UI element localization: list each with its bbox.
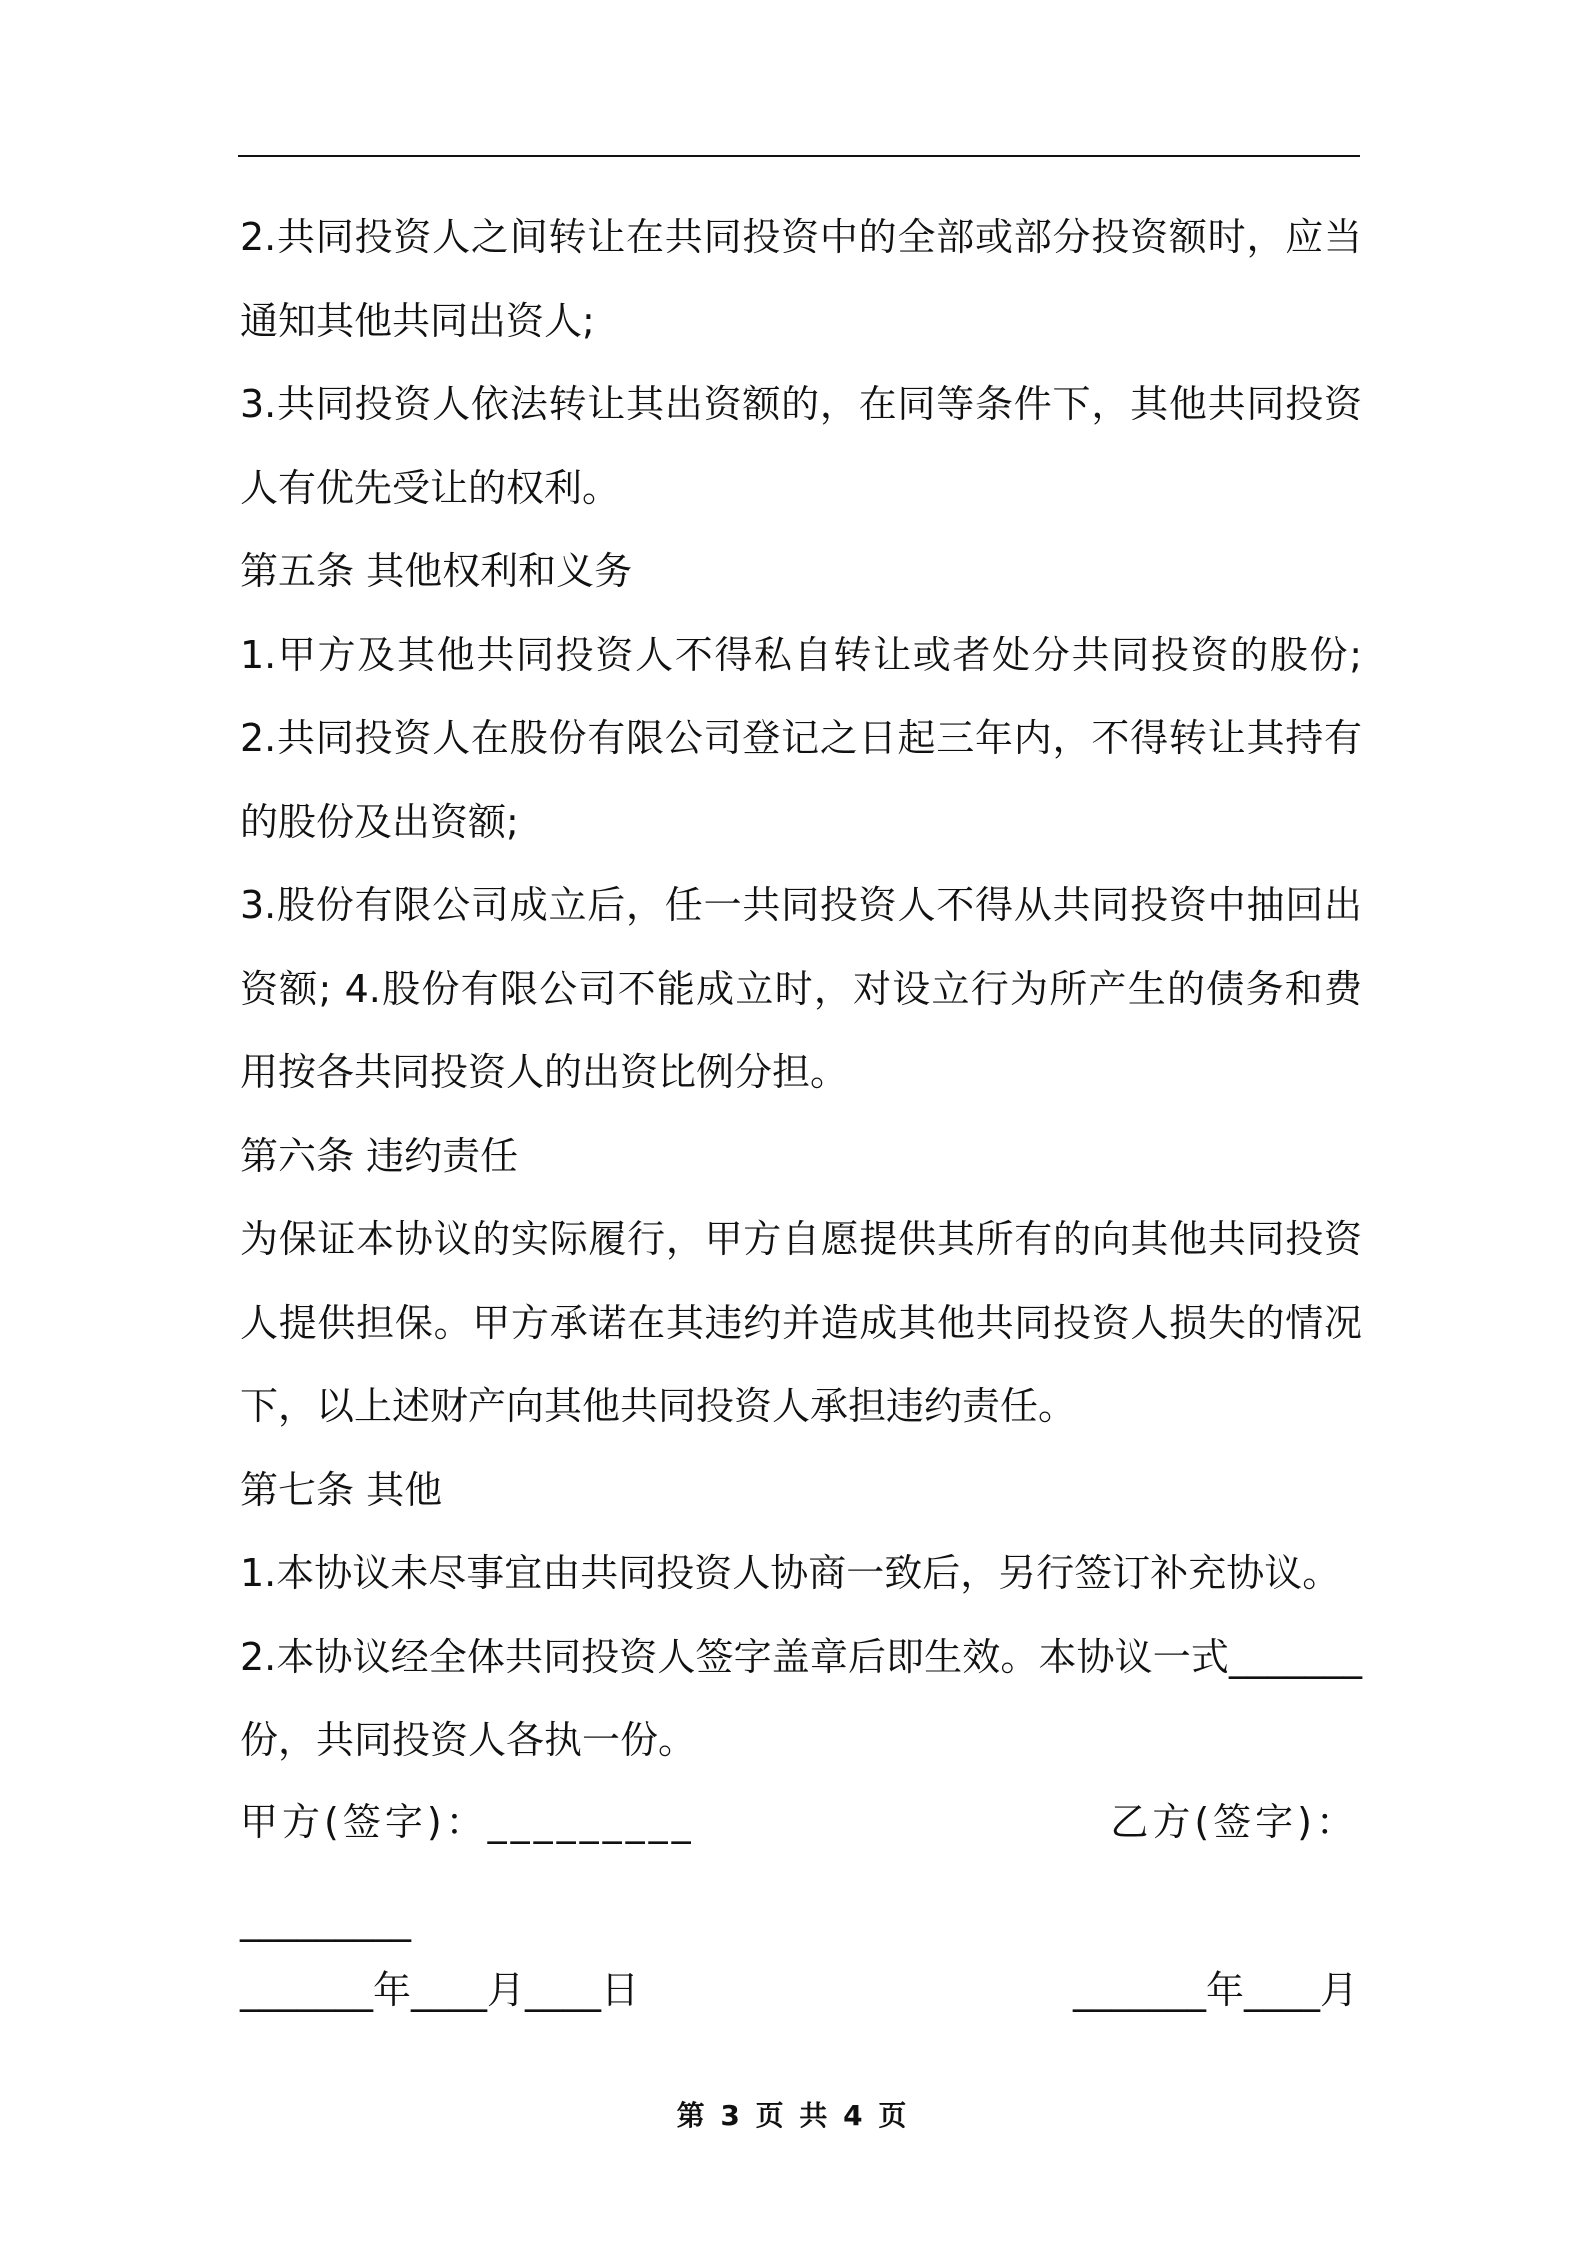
article-5-clause-1-2: 1.甲方及其他共同投资人不得私自转让或者处分共同投资的股份; 2.共同投资人在股份有限公司登记之日起三年内，不得转让其持有的股份及出资额; xyxy=(240,632,1362,844)
clause-transfer-notice: 2.共同投资人之间转让在共同投资中的全部或部分投资额时，应当通知其他共同出资人; xyxy=(240,215,1362,343)
header-rule xyxy=(238,155,1360,157)
page-number: 第 3 页 共 4 页 xyxy=(676,2099,910,2132)
article-5-heading: 第五条 其他权利和义务 xyxy=(240,549,633,593)
article-6-heading: 第六条 违约责任 xyxy=(240,1133,519,1178)
article-5-clause-3-4: 3.股份有限公司成立后，任一共同投资人不得从共同投资中抽回出资额; 4.股份有限公司不能成立时，对设立行为所产生的债务和费用按各共同投资人的出资比例分担。 xyxy=(240,883,1362,1094)
signature-row xyxy=(240,1782,1358,1862)
article-6-text: 为保证本协议的实际履行，甲方自愿提供其所有的向其他共同投资人提供担保。甲方承诺在其违约并造成其他共同投资人损失的情况下，以上述财产向其他共同投资人承担违约责任。 xyxy=(240,1217,1362,1428)
clause-preemptive-right: 3.共同投资人依法转让其出资额的，在同等条件下，其他共同投资人有优先受让的权利。 xyxy=(240,382,1362,510)
party-a-signature: 甲方(签字)：_________ xyxy=(240,1800,695,1844)
date-row xyxy=(240,1950,1358,2030)
article-7-heading: 第七条 其他 xyxy=(240,1467,443,1512)
party-a-date: _______年____月____日 xyxy=(240,1968,640,2012)
party-b-signature-line: _________ xyxy=(240,1898,411,1942)
party-b-signature: 乙方(签字)： xyxy=(1110,1800,1358,1844)
article-7-clause-1: 1.本协议未尽事宜由共同投资人协商一致后，另行签订补充协议。 xyxy=(240,1551,1341,1595)
contract-body xyxy=(240,196,1362,1783)
article-7-clause-2: 2.本协议经全体共同投资人签字盖章后即生效。本协议一式_______份，共同投资人各执一份。 xyxy=(240,1634,1362,1762)
party-b-date: _______年____月 xyxy=(1072,1968,1358,2012)
party-b-signature-line-row xyxy=(240,1880,1358,1960)
